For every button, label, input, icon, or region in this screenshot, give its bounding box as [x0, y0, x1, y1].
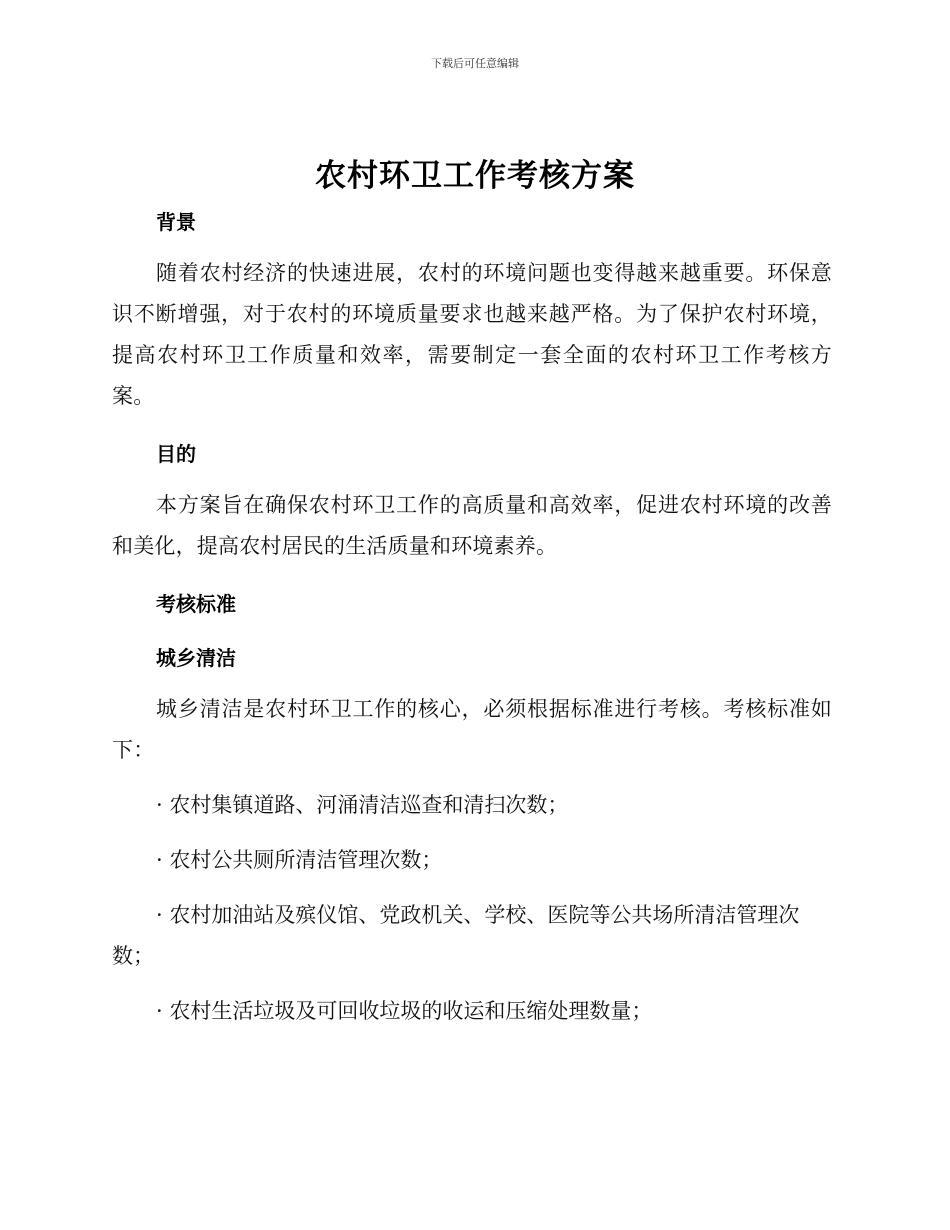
list-item: · 农村生活垃圾及可回收垃圾的收运和压缩处理数量；	[156, 999, 653, 1023]
paragraph-purpose: 本方案旨在确保农村环卫工作的高质量和高效率，促进农村环境的改善和美化，提高农村居民的生活质量和环境素养。	[112, 493, 832, 558]
document-title: 农村环卫工作考核方案	[315, 158, 635, 194]
heading-purpose: 目的	[156, 442, 196, 466]
header-note: 下载后可任意编辑	[431, 57, 519, 70]
list-item: · 农村集镇道路、河涌清洁巡查和清扫次数；	[156, 793, 569, 817]
heading-background: 背景	[156, 210, 196, 234]
paragraph-background: 随着农村经济的快速进展，农村的环境问题也变得越来越重要。环保意识不断增强，对于农村的环境质量要求也越来越严格。为了保护农村环境，提高农村环卫工作质量和效率，需要制定一套全面的农村环卫工作考核方案。	[112, 261, 832, 408]
document-body	[112, 205, 832, 1032]
list-item: · 农村公共厕所清洁管理次数；	[156, 848, 443, 872]
heading-cleaning: 城乡清洁	[156, 646, 236, 670]
list-item: · 农村加油站及殡仪馆、党政机关、学校、医院等公共场所清洁管理次数；	[112, 903, 800, 968]
heading-criteria: 考核标准	[156, 592, 236, 616]
paragraph-cleaning: 城乡清洁是农村环卫工作的核心，必须根据标准进行考核。考核标准如下：	[112, 697, 832, 762]
